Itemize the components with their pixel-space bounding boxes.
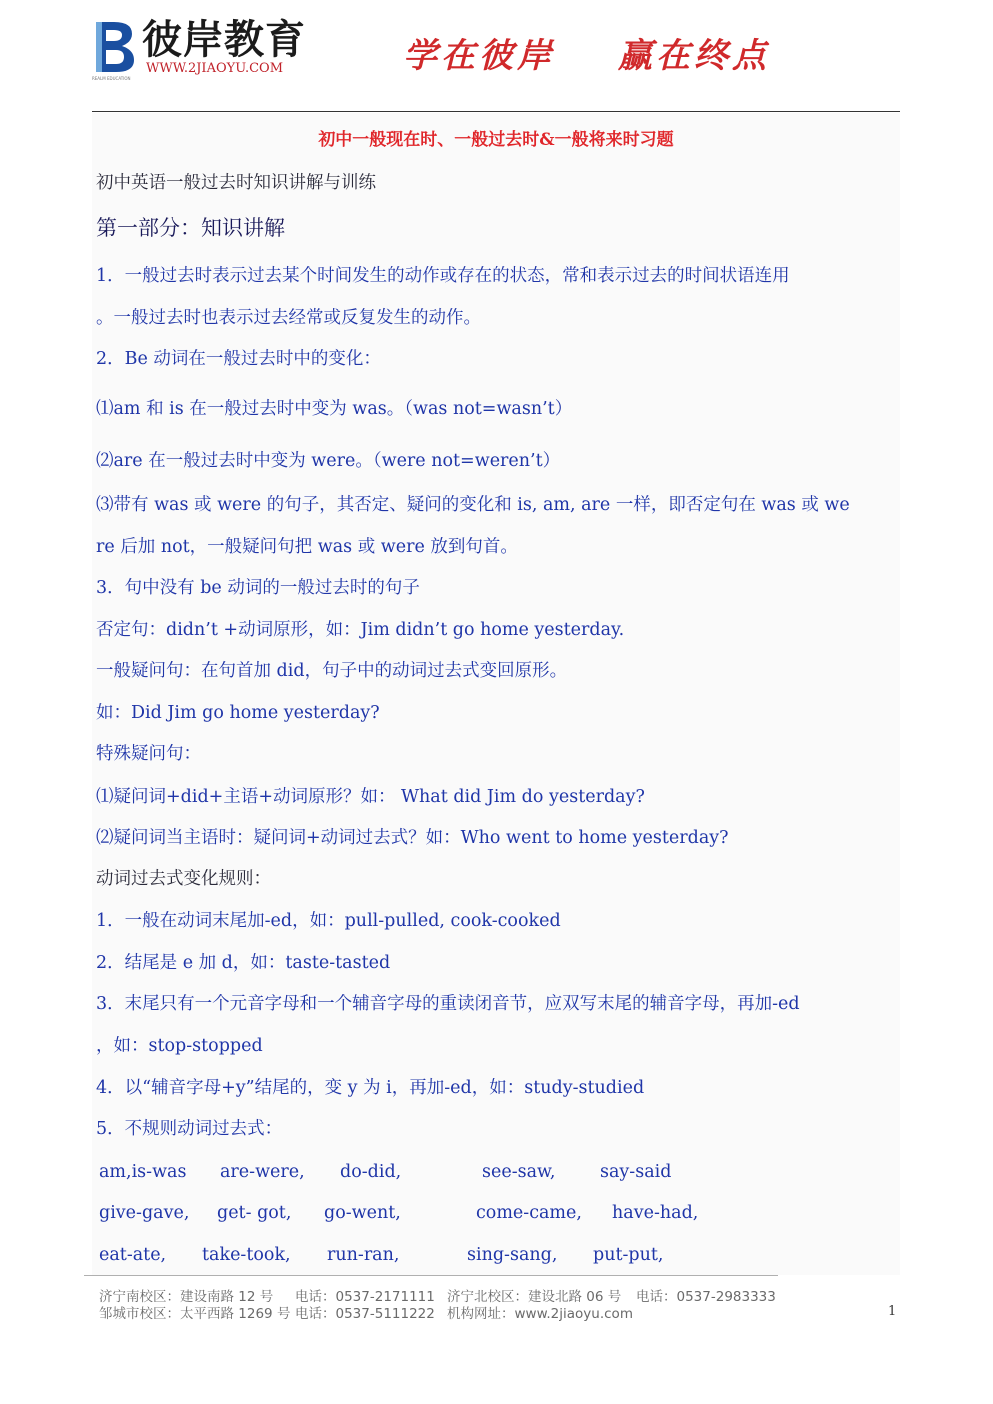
- verb-cell: run-ran,: [327, 1245, 400, 1265]
- text-line: 特殊疑问句：: [96, 744, 201, 764]
- text-line: 3．末尾只有一个元音字母和一个辅音字母的重读闭音节，应双写末尾的辅音字母，再加-ed: [96, 994, 800, 1014]
- header-divider: [92, 111, 900, 112]
- verb-cell: am,is-was: [99, 1162, 187, 1182]
- logo-icon: [92, 20, 138, 74]
- verb-cell: put-put,: [593, 1245, 664, 1265]
- text-line: 4．以“辅音字母+y”结尾的，变 y 为 i，再加-ed，如：study-studied: [96, 1078, 645, 1098]
- logo-url: WWW.2JIAOYU.COM: [146, 61, 284, 76]
- verb-cell: give-gave,: [99, 1203, 190, 1223]
- text-line: 否定句：didn’t +动词原形，如：Jim didn’t go home yesterday.: [96, 620, 625, 640]
- text-line: 。一般过去时也表示过去经常或反复发生的动作。: [96, 308, 481, 328]
- verb-cell: get- got,: [217, 1203, 292, 1223]
- campus-phone: 电话：0537-2171111: [295, 1289, 435, 1305]
- verb-cell: have-had,: [612, 1203, 699, 1223]
- verb-cell: come-came,: [476, 1203, 582, 1223]
- campus-address: 济宁北校区：建设北路 06 号: [447, 1289, 622, 1305]
- text-line: re 后加 not，一般疑问句把 was 或 were 放到句首。: [96, 537, 518, 557]
- text-line: 5．不规则动词过去式：: [96, 1119, 283, 1139]
- verb-cell: say-said: [600, 1162, 672, 1182]
- text-line: 2．Be 动词在一般过去时中的变化：: [96, 349, 381, 369]
- document-subtitle: 初中英语一般过去时知识讲解与训练: [96, 173, 376, 193]
- campus-address: 济宁南校区：建设南路 12 号: [99, 1289, 274, 1305]
- text-line: 2．结尾是 e 加 d，如：taste-tasted: [96, 953, 391, 973]
- text-line: 1．一般过去时表示过去某个时间发生的动作或存在的状态，常和表示过去的时间状语连用: [96, 266, 790, 286]
- text-line: ，如：stop-stopped: [96, 1036, 263, 1056]
- text-line: 1．一般在动词末尾加-ed，如：pull-pulled, cook-cooked: [96, 911, 561, 931]
- campus-phone: 电话：0537-2983333: [636, 1289, 776, 1305]
- page-header: [0, 0, 993, 112]
- slogan-left: 学在彼岸: [403, 36, 555, 76]
- page-number: 1: [888, 1304, 897, 1319]
- logo-small-text: REALM EDUCATION: [92, 76, 131, 81]
- text-line: 一般疑问句：在句首加 did，句子中的动词过去式变回原形。: [96, 661, 568, 681]
- document-title: 初中一般现在时、一般过去时&一般将来时习题: [318, 130, 674, 150]
- logo-text: 彼岸教育: [142, 17, 306, 63]
- website-link[interactable]: 机构网址：www.2jiaoyu.com: [447, 1306, 633, 1322]
- text-line: ⑵疑问词当主语时：疑问词+动词过去式？如：Who went to home yesterday?: [96, 828, 729, 848]
- document-body: [92, 113, 900, 1275]
- verb-cell: sing-sang,: [467, 1245, 558, 1265]
- slogan-right: 赢在终点: [618, 36, 770, 76]
- campus-address: 邹城市校区：太平西路 1269 号: [99, 1306, 291, 1322]
- verb-cell: do-did,: [340, 1162, 402, 1182]
- verb-cell: are-were,: [220, 1162, 305, 1182]
- text-line: 动词过去式变化规则：: [96, 869, 271, 889]
- footer-divider: [84, 1275, 778, 1276]
- text-line: ⑴am 和 is 在一般过去时中变为 was。（was not=wasn’t）: [96, 399, 573, 419]
- verb-cell: take-took,: [202, 1245, 291, 1265]
- verb-cell: go-went,: [324, 1203, 401, 1223]
- verb-cell: see-saw,: [482, 1162, 556, 1182]
- text-line: ⑶带有 was 或 were 的句子，其否定、疑问的变化和 is, am, are 一样，即否定句在 was 或 we: [96, 495, 850, 515]
- text-line: 3．句中没有 be 动词的一般过去时的句子: [96, 578, 420, 598]
- text-line: ⑵are 在一般过去时中变为 were。（were not=weren’t）: [96, 451, 561, 471]
- campus-phone: 电话：0537-5111222: [295, 1306, 435, 1322]
- section-heading: 第一部分：知识讲解: [96, 216, 285, 240]
- verb-cell: eat-ate,: [99, 1245, 167, 1265]
- text-line: ⑴疑问词+did+主语+动词原形？如： What did Jim do yesterday?: [96, 787, 645, 807]
- text-line: 如：Did Jim go home yesterday?: [96, 703, 380, 723]
